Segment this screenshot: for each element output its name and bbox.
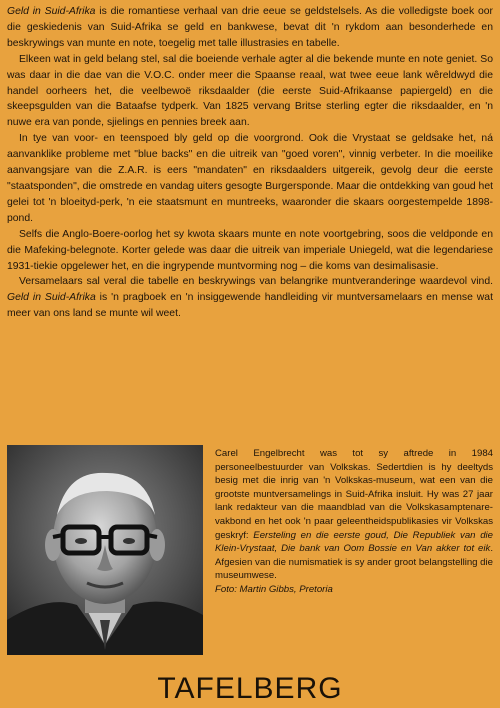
book-title: Geld in Suid-Afrika	[7, 6, 96, 17]
book-title: Geld in Suid-Afrika	[7, 292, 96, 304]
blurb-paragraph-5-start: Versamelaars sal veral die tabelle en beskrywings van belangrike muntveranderinge waardevol vind.	[19, 276, 493, 288]
author-bio	[215, 447, 493, 597]
blurb-paragraph-4: Selfs die Anglo-Boere-oorlog het sy kwota skaars munte en note voortgebring, soos die veldponde en die Mafeking-belegnote. Korter gelede was daar die uitreik van imperiale Uniegeld, wat die legendariese 1931-tiekie opgelewer het, en die ingrypende muntvorming nog – die koms van desimalisasie.	[7, 228, 493, 272]
author-photo	[7, 445, 203, 655]
blurb	[7, 4, 493, 322]
author-bio-text	[215, 447, 493, 583]
photo-credit	[215, 583, 493, 597]
blurb-paragraph-1	[7, 4, 493, 52]
author-portrait-image	[7, 445, 203, 655]
author-bio-closing: . Afgesien van die numismatiek is sy ander groot belangstelling die museumwese.	[215, 543, 493, 582]
blurb-paragraph-2: Elkeen wat in geld belang stel, sal die boeiende verhale agter al die bekende munte en note geniet. So was daar in die dae van die V.O.C. onder meer die Spaanse reaal, wat twee eeue lank wêreldwyd die handel oorheers het, die veelbewoë riksdaalder (die eerste Suid-Afrikaanse papiergeld) en die skeepsgulden van die Bataafse tydperk. Van 1825 vervang Britse sterling egter die riksdaalder, en 'n nuwe era van ponde, sjielings en pennies breek aan.	[7, 53, 493, 129]
blurb-paragraph-5-end: is 'n pragboek en 'n insiggewende handleiding vir muntversamelaars en mense wat meer van ons land se munte wil weet.	[7, 292, 493, 320]
photo-credit-text: Foto: Martin Gibbs, Pretoria	[215, 583, 333, 595]
blurb-paragraph-3: In tye van voor- en teenspoed bly geld op die voorgrond. Ook die Vrystaat se geldsake het, ná aanvanklike probleme met "blue backs" en die uitreik van "goed voren", vinnig verbeter. In die moeilike aanvangsjare van die Z.A.R. is eers "mandaten" en riksdaalders uitgereik, gevolg deur die eerste "staatsponden", die omstrede en vandag uiters gesogte Burgersponde. Maar die ontdekking van goud het gelei tot 'n bloeityd-perk, 'n eie staatsmunt en muntreeks, waaronder die skaars oorgestempelde 1898-pond.	[7, 133, 493, 224]
blurb-paragraph-5	[7, 274, 493, 322]
blurb-paragraph-1-text: is die romantiese verhaal van drie eeue se geldstelsels. As die volledigste boek oor die geskiedenis van Suid-Afrika se geld en bankwese, bevat dit 'n rykdom aan besonderhede en beskrywings van munte en note, toegelig met talle illustrasies en tabelle.	[7, 6, 493, 49]
author-bio-intro: Carel Engelbrecht was tot sy aftrede in 1984 personeelbestuurder van Volkskas. Sedertdien is hy deeltyds besig met die inrig van 'n Volkskas-museum, wat een van die grootste muntversamelings in Suid-Afrika insluit. Hy was 27 jaar lank redakteur van die maandblad van die Volkskasamptenare-vakbond en het ook 'n paar geleentheidspublikasies vir Volkskas geskryf:	[215, 448, 493, 541]
publisher-name: TAFELBERG	[157, 672, 343, 705]
author-publications: Eersteling en die eerste goud, Die Republiek van die Klein-Vrystaat, Die bank van Oom Bossie en Van akker tot eik	[215, 529, 493, 555]
